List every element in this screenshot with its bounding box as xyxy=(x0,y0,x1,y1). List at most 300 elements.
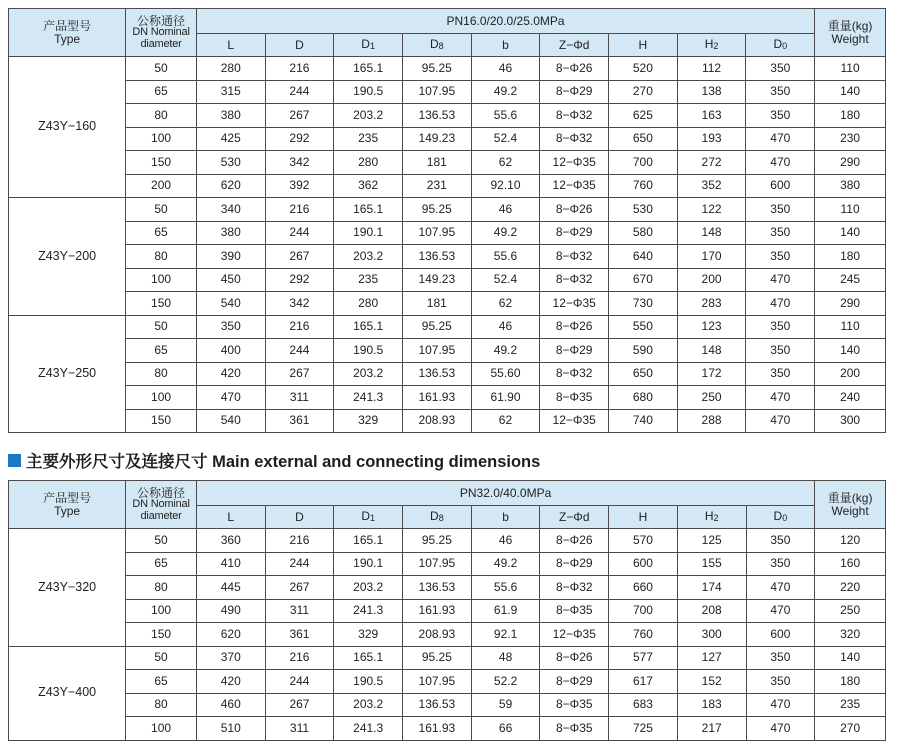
table-cell: 8−Φ29 xyxy=(540,339,609,363)
table-cell: 288 xyxy=(677,409,746,433)
table-cell: 80 xyxy=(126,245,197,269)
table-cell: 190.1 xyxy=(334,552,403,576)
table-cell: 150 xyxy=(126,409,197,433)
table-cell: 46 xyxy=(471,315,540,339)
table-cell: 155 xyxy=(677,552,746,576)
table-row xyxy=(9,104,886,128)
table-cell: 203.2 xyxy=(334,693,403,717)
table-cell: 530 xyxy=(609,198,678,222)
table-cell: 49.2 xyxy=(471,80,540,104)
table-cell: 107.95 xyxy=(402,339,471,363)
table-cell: 208.93 xyxy=(403,623,472,647)
table-cell: 760 xyxy=(609,623,678,647)
model-cell: Z43Y−250 xyxy=(9,315,126,433)
table-cell: 190.5 xyxy=(334,670,403,694)
table-row xyxy=(9,576,886,600)
col-header-H2: $H_2$ xyxy=(677,506,746,529)
table-cell: 100 xyxy=(126,717,197,741)
dimension-table-pn32-40 xyxy=(8,480,886,741)
table-cell: 267 xyxy=(265,245,334,269)
table-cell: 59 xyxy=(471,693,540,717)
table-cell: 620 xyxy=(196,174,265,198)
table-cell: 570 xyxy=(609,529,678,553)
table-cell: 50 xyxy=(126,315,197,339)
table-cell: 50 xyxy=(126,646,197,670)
table-cell: 170 xyxy=(677,245,746,269)
table-cell: 65 xyxy=(126,552,197,576)
table-cell: 350 xyxy=(746,670,815,694)
table-cell: 8−Φ29 xyxy=(540,80,609,104)
table-row xyxy=(9,221,886,245)
col-header-H2: $H_2$ xyxy=(677,34,746,57)
weight-header: 重量(kg) Weight xyxy=(815,9,886,57)
table-cell: 350 xyxy=(746,552,815,576)
table-cell: 241.3 xyxy=(334,386,403,410)
table-row xyxy=(9,315,886,339)
table-cell: 203.2 xyxy=(334,245,403,269)
table-row xyxy=(9,717,886,741)
table-cell: 80 xyxy=(126,693,197,717)
table-cell: 112 xyxy=(677,57,746,81)
col-header-D: D xyxy=(265,34,334,57)
table-row xyxy=(9,386,886,410)
table-cell: 200 xyxy=(677,268,746,292)
table-cell: 240 xyxy=(815,386,886,410)
table-cell: 49.2 xyxy=(471,339,540,363)
table-cell: 138 xyxy=(677,80,746,104)
table-row xyxy=(9,599,886,623)
table-row xyxy=(9,409,886,433)
table-cell: 8−Φ26 xyxy=(540,529,609,553)
table-cell: 760 xyxy=(609,174,678,198)
table-cell: 620 xyxy=(196,623,265,647)
table-cell: 410 xyxy=(196,552,265,576)
table-cell: 181 xyxy=(402,151,471,175)
table-cell: 8−Φ35 xyxy=(540,599,609,623)
table-cell: 50 xyxy=(126,57,197,81)
table-cell: 380 xyxy=(196,221,265,245)
table-cell: 244 xyxy=(265,221,334,245)
table-cell: 95.25 xyxy=(402,57,471,81)
table-cell: 244 xyxy=(265,80,334,104)
table-row xyxy=(9,623,886,647)
table-cell: 244 xyxy=(265,339,334,363)
table-cell: 150 xyxy=(126,151,197,175)
table-cell: 95.25 xyxy=(402,198,471,222)
col-header-L: L xyxy=(196,34,265,57)
table-cell: 65 xyxy=(126,339,197,363)
table-cell: 148 xyxy=(677,339,746,363)
table-cell: 8−Φ29 xyxy=(540,221,609,245)
table-cell: 8−Φ29 xyxy=(540,670,609,694)
table-cell: 280 xyxy=(334,151,403,175)
dn-header: 公称通径 DN Nominal diameter xyxy=(126,9,197,57)
table-cell: 136.53 xyxy=(402,362,471,386)
table-cell: 241.3 xyxy=(334,717,403,741)
table-cell: 235 xyxy=(334,127,403,151)
table-cell: 193 xyxy=(677,127,746,151)
table-cell: 165.1 xyxy=(334,198,403,222)
table-cell: 65 xyxy=(126,80,197,104)
table-cell: 180 xyxy=(815,104,886,128)
col-header-D1: $D_1$ xyxy=(334,506,403,529)
table-cell: 470 xyxy=(746,409,815,433)
table-cell: 136.53 xyxy=(403,693,472,717)
table-cell: 470 xyxy=(746,693,815,717)
table-cell: 150 xyxy=(126,292,197,316)
table-row xyxy=(9,127,886,151)
col-header-D: D xyxy=(265,506,334,529)
table-cell: 700 xyxy=(609,599,678,623)
table-cell: 445 xyxy=(196,576,265,600)
table-cell: 730 xyxy=(609,292,678,316)
table-cell: 510 xyxy=(196,717,265,741)
table-cell: 267 xyxy=(265,576,334,600)
table-cell: 360 xyxy=(196,529,265,553)
table-cell: 8−Φ32 xyxy=(540,362,609,386)
table-cell: 190.1 xyxy=(334,221,403,245)
table-cell: 52.4 xyxy=(471,127,540,151)
col-header-L: L xyxy=(196,506,265,529)
table-cell: 165.1 xyxy=(334,57,403,81)
table-cell: 700 xyxy=(609,151,678,175)
table-cell: 311 xyxy=(265,386,334,410)
table-cell: 362 xyxy=(334,174,403,198)
table-cell: 680 xyxy=(609,386,678,410)
dimension-table-pn16-25 xyxy=(8,8,886,433)
table-cell: 203.2 xyxy=(334,104,403,128)
table-cell: 342 xyxy=(265,151,334,175)
model-header: 产品型号 Type xyxy=(9,481,126,529)
table-cell: 216 xyxy=(265,198,334,222)
table-cell: 600 xyxy=(746,623,815,647)
table-cell: 203.2 xyxy=(334,576,403,600)
table-cell: 8−Φ35 xyxy=(540,717,609,741)
table-cell: 55.6 xyxy=(471,104,540,128)
table-cell: 470 xyxy=(746,386,815,410)
table-cell: 149.23 xyxy=(402,268,471,292)
table-cell: 392 xyxy=(265,174,334,198)
table-cell: 165.1 xyxy=(334,529,403,553)
table-row xyxy=(9,198,886,222)
table-cell: 172 xyxy=(677,362,746,386)
table-cell: 95.25 xyxy=(403,529,472,553)
table-cell: 216 xyxy=(265,529,334,553)
table-cell: 174 xyxy=(677,576,746,600)
table-cell: 241.3 xyxy=(334,599,403,623)
table-cell: 660 xyxy=(609,576,678,600)
table-cell: 8−Φ32 xyxy=(540,245,609,269)
table-cell: 65 xyxy=(126,670,197,694)
table-cell: 100 xyxy=(126,127,197,151)
table-cell: 95.25 xyxy=(402,315,471,339)
table-cell: 107.95 xyxy=(403,670,472,694)
col-header-z-phid: Z−Φd xyxy=(540,34,609,57)
table-cell: 470 xyxy=(746,717,815,741)
table-cell: 329 xyxy=(334,623,403,647)
table-cell: 161.93 xyxy=(403,599,472,623)
table-cell: 267 xyxy=(265,104,334,128)
table-cell: 148 xyxy=(677,221,746,245)
table-cell: 8−Φ29 xyxy=(540,552,609,576)
table-cell: 80 xyxy=(126,104,197,128)
col-header-D0: $D_0$ xyxy=(746,506,815,529)
table-cell: 190.5 xyxy=(334,339,403,363)
table-cell: 361 xyxy=(265,409,334,433)
table-cell: 55.6 xyxy=(471,245,540,269)
table-cell: 235 xyxy=(334,268,403,292)
table-cell: 12−Φ35 xyxy=(540,174,609,198)
table-cell: 590 xyxy=(609,339,678,363)
table-cell: 8−Φ32 xyxy=(540,104,609,128)
table-cell: 49.2 xyxy=(471,552,540,576)
col-header-H: H xyxy=(609,34,678,57)
table-row xyxy=(9,174,886,198)
table-cell: 470 xyxy=(746,292,815,316)
table-cell: 350 xyxy=(746,646,815,670)
table-cell: 8−Φ32 xyxy=(540,268,609,292)
table-cell: 181 xyxy=(402,292,471,316)
table-row xyxy=(9,693,886,717)
table-cell: 80 xyxy=(126,362,197,386)
dn-header: 公称通径 DN Nominal diameter xyxy=(126,481,197,529)
table-cell: 100 xyxy=(126,599,197,623)
table-cell: 61.9 xyxy=(471,599,540,623)
table-cell: 350 xyxy=(746,315,815,339)
table-cell: 283 xyxy=(677,292,746,316)
table-cell: 216 xyxy=(265,646,334,670)
table-cell: 61.90 xyxy=(471,386,540,410)
table-row xyxy=(9,529,886,553)
table-cell: 361 xyxy=(265,623,334,647)
table-cell: 617 xyxy=(609,670,678,694)
table-cell: 540 xyxy=(196,292,265,316)
table-cell: 315 xyxy=(196,80,265,104)
table-cell: 52.2 xyxy=(471,670,540,694)
table-cell: 62 xyxy=(471,409,540,433)
table-row xyxy=(9,80,886,104)
table-cell: 250 xyxy=(677,386,746,410)
table-cell: 140 xyxy=(815,339,886,363)
table-cell: 470 xyxy=(196,386,265,410)
col-header-b: b xyxy=(471,34,540,57)
table-cell: 55.6 xyxy=(471,576,540,600)
table-cell: 123 xyxy=(677,315,746,339)
table-cell: 420 xyxy=(196,362,265,386)
table-cell: 300 xyxy=(677,623,746,647)
table-cell: 216 xyxy=(265,57,334,81)
table-cell: 8−Φ32 xyxy=(540,127,609,151)
table-row xyxy=(9,151,886,175)
table-cell: 92.1 xyxy=(471,623,540,647)
table-cell: 150 xyxy=(126,623,197,647)
table-cell: 550 xyxy=(609,315,678,339)
table-row xyxy=(9,670,886,694)
pressure-header: PN16.0/20.0/25.0MPa xyxy=(196,9,814,34)
col-header-z-phid: Z−Φd xyxy=(540,506,609,529)
table-row xyxy=(9,57,886,81)
col-header-b: b xyxy=(471,506,540,529)
table-cell: 340 xyxy=(196,198,265,222)
table-cell: 46 xyxy=(471,198,540,222)
table-cell: 183 xyxy=(677,693,746,717)
table-cell: 725 xyxy=(609,717,678,741)
table-cell: 230 xyxy=(815,127,886,151)
table-cell: 490 xyxy=(196,599,265,623)
table-cell: 55.60 xyxy=(471,362,540,386)
table-cell: 460 xyxy=(196,693,265,717)
table-cell: 163 xyxy=(677,104,746,128)
table-cell: 740 xyxy=(609,409,678,433)
table-cell: 165.1 xyxy=(334,315,403,339)
model-cell: Z43Y−200 xyxy=(9,198,126,316)
table-cell: 350 xyxy=(746,362,815,386)
table-cell: 311 xyxy=(265,717,334,741)
table-cell: 370 xyxy=(196,646,265,670)
table-cell: 203.2 xyxy=(334,362,403,386)
table-cell: 8−Φ35 xyxy=(540,693,609,717)
table-cell: 350 xyxy=(746,104,815,128)
table-cell: 350 xyxy=(196,315,265,339)
table-cell: 244 xyxy=(265,552,334,576)
table-cell: 420 xyxy=(196,670,265,694)
table-cell: 62 xyxy=(471,292,540,316)
table-cell: 580 xyxy=(609,221,678,245)
table-cell: 311 xyxy=(265,599,334,623)
table-cell: 272 xyxy=(677,151,746,175)
table-cell: 350 xyxy=(746,80,815,104)
table-cell: 231 xyxy=(402,174,471,198)
table-cell: 520 xyxy=(609,57,678,81)
table-cell: 8−Φ26 xyxy=(540,646,609,670)
table-cell: 110 xyxy=(815,198,886,222)
table-cell: 49.2 xyxy=(471,221,540,245)
table-cell: 149.23 xyxy=(402,127,471,151)
table-cell: 161.93 xyxy=(402,386,471,410)
table-cell: 110 xyxy=(815,57,886,81)
pressure-header: PN32.0/40.0MPa xyxy=(196,481,814,506)
table-cell: 600 xyxy=(746,174,815,198)
table-cell: 290 xyxy=(815,292,886,316)
table-cell: 100 xyxy=(126,268,197,292)
table-cell: 350 xyxy=(746,57,815,81)
table-cell: 470 xyxy=(746,599,815,623)
table-cell: 107.95 xyxy=(402,221,471,245)
table-cell: 270 xyxy=(609,80,678,104)
table-cell: 80 xyxy=(126,576,197,600)
table-cell: 329 xyxy=(334,409,403,433)
table-cell: 292 xyxy=(265,127,334,151)
table-cell: 62 xyxy=(471,151,540,175)
table-cell: 208.93 xyxy=(402,409,471,433)
table-cell: 160 xyxy=(815,552,886,576)
table-cell: 390 xyxy=(196,245,265,269)
table-cell: 300 xyxy=(815,409,886,433)
table-cell: 12−Φ35 xyxy=(540,292,609,316)
table-cell: 48 xyxy=(471,646,540,670)
table-row xyxy=(9,268,886,292)
table-cell: 50 xyxy=(126,529,197,553)
table-cell: 107.95 xyxy=(403,552,472,576)
table-cell: 670 xyxy=(609,268,678,292)
col-header-H: H xyxy=(609,506,678,529)
table-cell: 292 xyxy=(265,268,334,292)
table-cell: 577 xyxy=(609,646,678,670)
table-cell: 625 xyxy=(609,104,678,128)
table-row xyxy=(9,362,886,386)
col-header-D8: $D_8$ xyxy=(402,34,471,57)
col-header-D8: $D_8$ xyxy=(403,506,472,529)
model-cell: Z43Y−160 xyxy=(9,57,126,198)
table-row xyxy=(9,245,886,269)
table-cell: 320 xyxy=(815,623,886,647)
table-cell: 190.5 xyxy=(334,80,403,104)
table-cell: 65 xyxy=(126,221,197,245)
table-cell: 136.53 xyxy=(402,245,471,269)
table-cell: 8−Φ35 xyxy=(540,386,609,410)
table-cell: 200 xyxy=(126,174,197,198)
table-cell: 125 xyxy=(677,529,746,553)
table-cell: 470 xyxy=(746,127,815,151)
model-header: 产品型号 Type xyxy=(9,9,126,57)
table-cell: 180 xyxy=(815,245,886,269)
table-row xyxy=(9,339,886,363)
table-cell: 280 xyxy=(334,292,403,316)
table-cell: 46 xyxy=(471,57,540,81)
table-cell: 66 xyxy=(471,717,540,741)
table-cell: 400 xyxy=(196,339,265,363)
table-cell: 470 xyxy=(746,151,815,175)
table-cell: 540 xyxy=(196,409,265,433)
table-cell: 8−Φ26 xyxy=(540,198,609,222)
table-cell: 136.53 xyxy=(403,576,472,600)
table-cell: 12−Φ35 xyxy=(540,151,609,175)
table-cell: 110 xyxy=(815,315,886,339)
table-cell: 350 xyxy=(746,198,815,222)
table-cell: 470 xyxy=(746,268,815,292)
table-cell: 140 xyxy=(815,221,886,245)
square-bullet-icon xyxy=(8,454,21,467)
table-cell: 352 xyxy=(677,174,746,198)
table-cell: 107.95 xyxy=(402,80,471,104)
table-cell: 52.4 xyxy=(471,268,540,292)
table-cell: 250 xyxy=(815,599,886,623)
table-cell: 12−Φ35 xyxy=(540,623,609,647)
table-cell: 267 xyxy=(265,362,334,386)
table-body xyxy=(9,529,886,741)
section-title xyxy=(8,449,540,471)
table-cell: 220 xyxy=(815,576,886,600)
col-header-D0: $D_0$ xyxy=(746,34,815,57)
table-cell: 8−Φ32 xyxy=(540,576,609,600)
table-cell: 450 xyxy=(196,268,265,292)
table-cell: 180 xyxy=(815,670,886,694)
table-cell: 290 xyxy=(815,151,886,175)
table-cell: 600 xyxy=(609,552,678,576)
table-cell: 200 xyxy=(815,362,886,386)
table-row xyxy=(9,292,886,316)
table-cell: 640 xyxy=(609,245,678,269)
table-cell: 245 xyxy=(815,268,886,292)
table-cell: 530 xyxy=(196,151,265,175)
table-cell: 92.10 xyxy=(471,174,540,198)
table-cell: 122 xyxy=(677,198,746,222)
table-cell: 280 xyxy=(196,57,265,81)
section-title-text: 主要外形尺寸及连接尺寸 Main external and connecting dimensions xyxy=(26,453,541,471)
table-cell: 470 xyxy=(746,576,815,600)
table-cell: 425 xyxy=(196,127,265,151)
table-cell: 120 xyxy=(815,529,886,553)
